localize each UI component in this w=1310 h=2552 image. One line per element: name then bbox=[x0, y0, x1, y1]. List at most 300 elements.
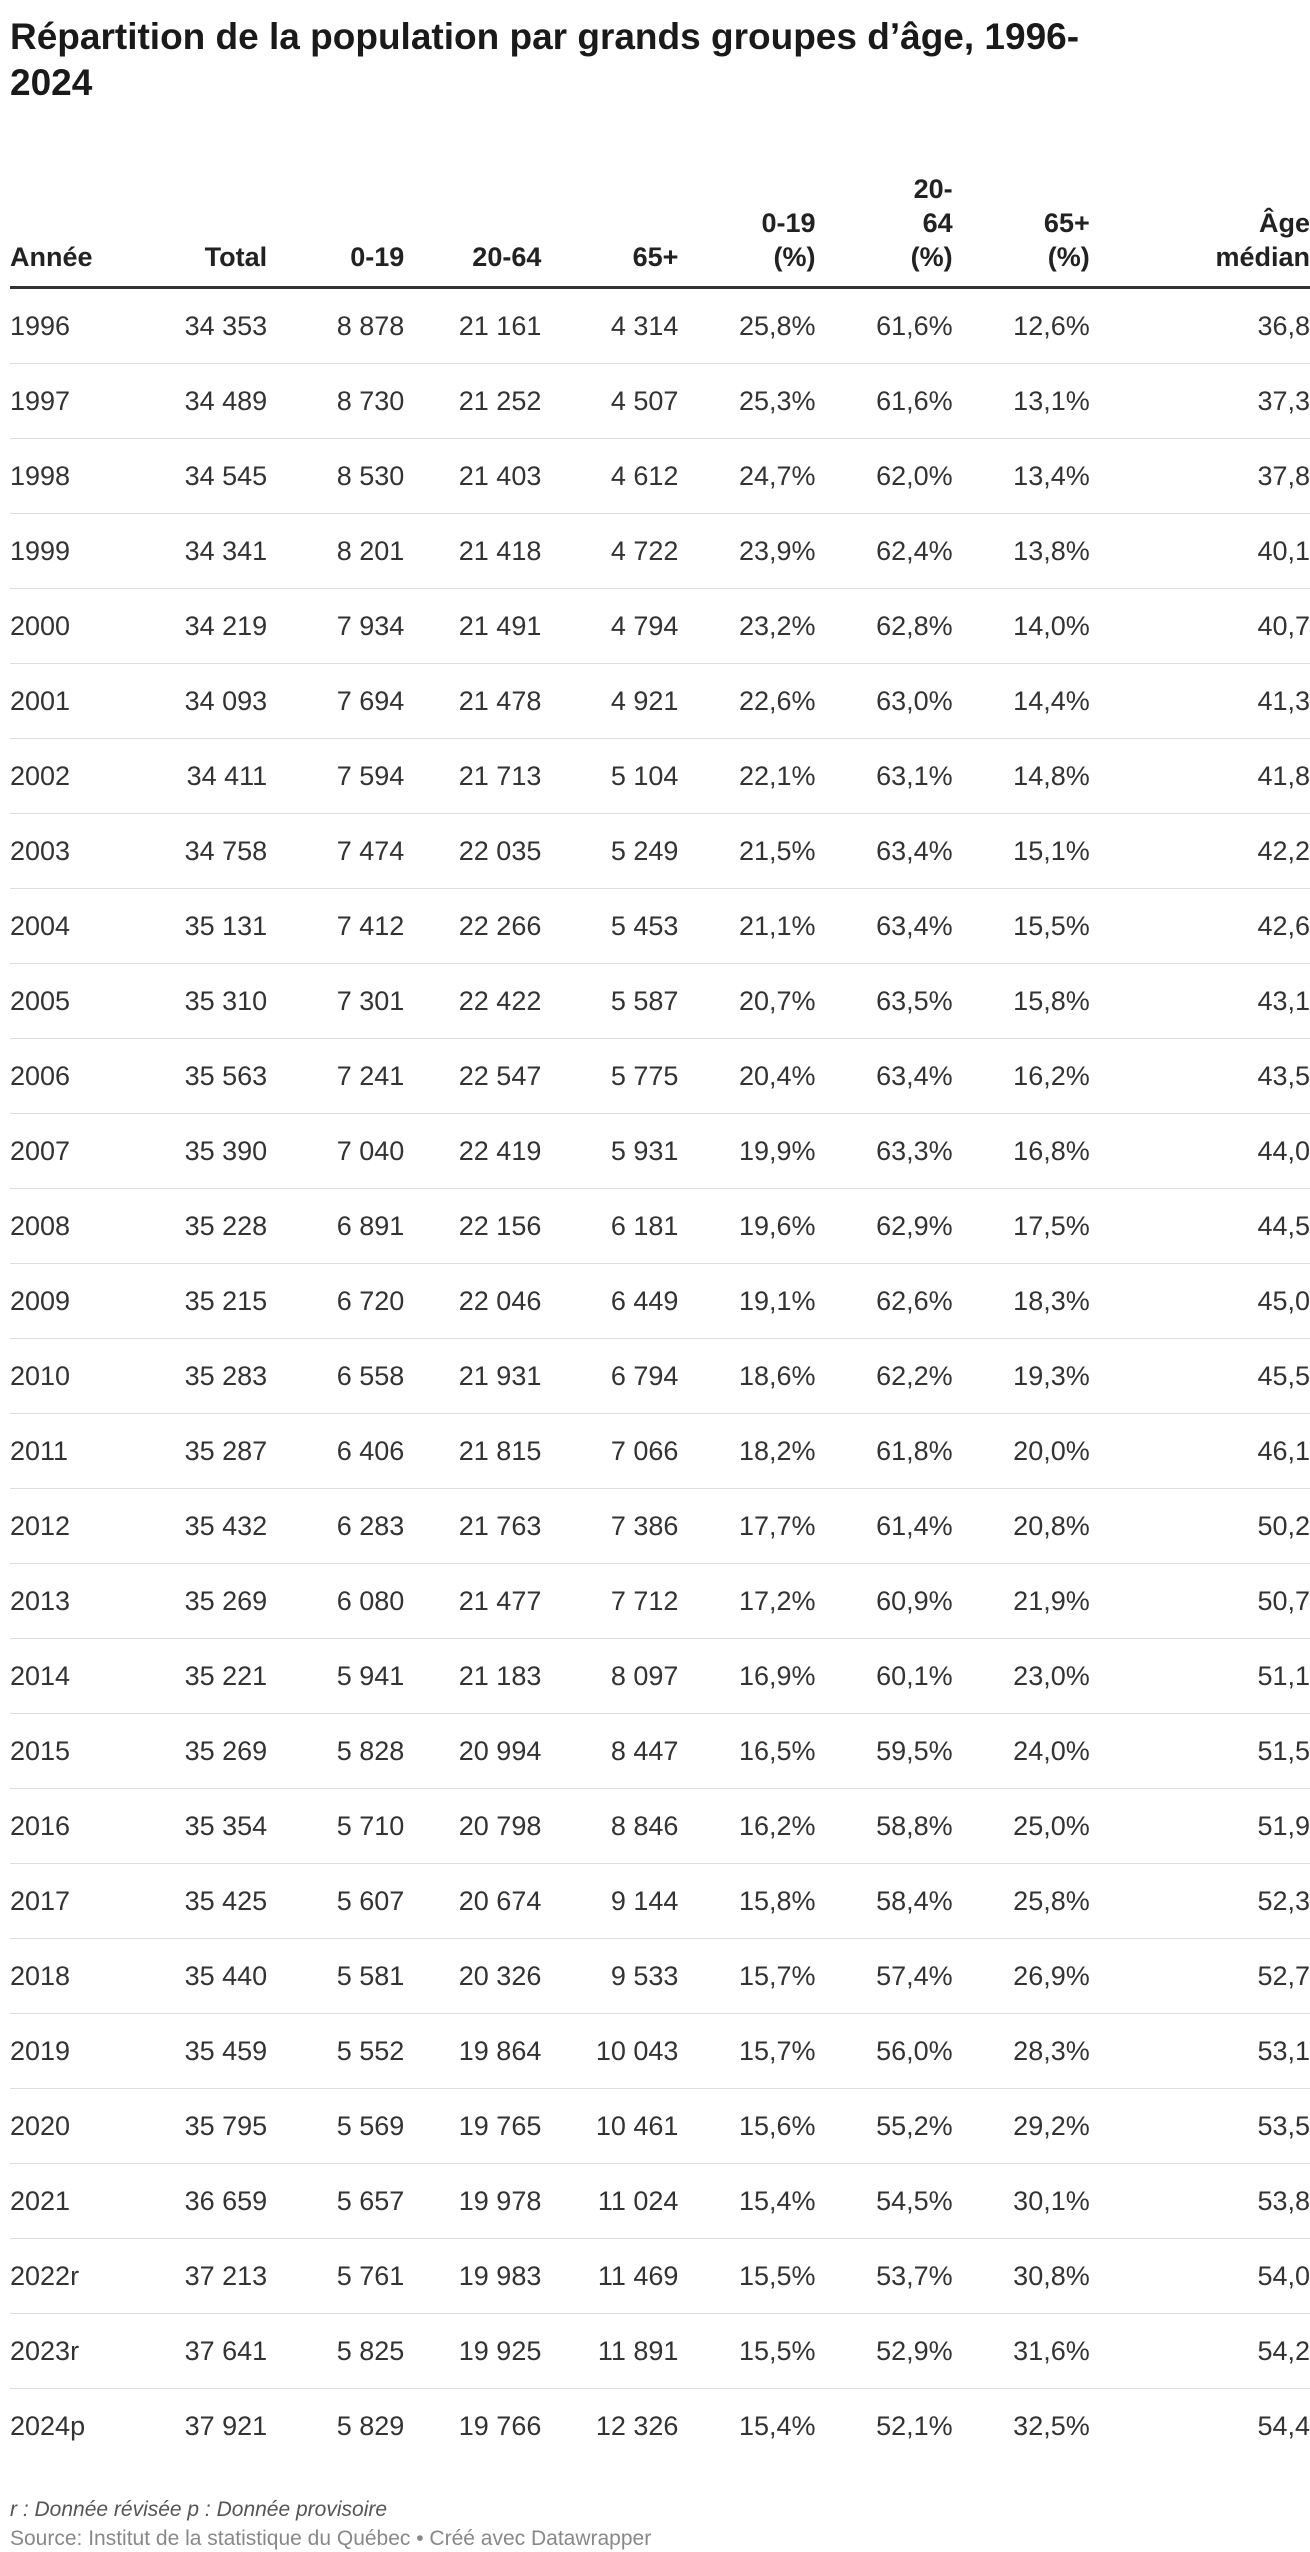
table-cell: 5 552 bbox=[267, 2014, 404, 2089]
table-cell: 19 925 bbox=[404, 2314, 541, 2389]
table-cell: 8 730 bbox=[267, 364, 404, 439]
table-cell: 17,2% bbox=[678, 1564, 815, 1639]
table-cell: 45,5 bbox=[1090, 1339, 1310, 1414]
year-cell: 2022r bbox=[10, 2239, 130, 2314]
table-cell: 22 547 bbox=[404, 1039, 541, 1114]
table-cell: 62,8% bbox=[816, 589, 953, 664]
table-cell: 62,0% bbox=[816, 439, 953, 514]
table-cell: 36,8 bbox=[1090, 288, 1310, 364]
table-row bbox=[10, 1714, 1310, 1789]
table-cell: 34 758 bbox=[130, 814, 267, 889]
table-cell: 14,4% bbox=[953, 664, 1090, 739]
table-cell: 52,9% bbox=[816, 2314, 953, 2389]
table-cell: 22 422 bbox=[404, 964, 541, 1039]
table-row bbox=[10, 288, 1310, 364]
table-cell: 43,5 bbox=[1090, 1039, 1310, 1114]
year-cell: 2002 bbox=[10, 739, 130, 814]
table-cell: 50,2 bbox=[1090, 1489, 1310, 1564]
year-cell: 2010 bbox=[10, 1339, 130, 1414]
table-row bbox=[10, 439, 1310, 514]
table-cell: 35 269 bbox=[130, 1714, 267, 1789]
table-cell: 12 326 bbox=[595, 2410, 679, 2441]
table-cell: 25,8% bbox=[678, 288, 815, 364]
table-cell: 63,1% bbox=[816, 739, 953, 814]
year-cell: 2019 bbox=[10, 2014, 130, 2089]
table-cell: 5 825 bbox=[267, 2314, 404, 2389]
table-cell: 6 283 bbox=[267, 1489, 404, 1564]
table-cell: 37,8 bbox=[1090, 439, 1310, 514]
table-cell: 5 828 bbox=[267, 1714, 404, 1789]
year-cell: 1999 bbox=[10, 514, 130, 589]
table-row bbox=[10, 1489, 1310, 1564]
table-cell: 63,5% bbox=[816, 964, 953, 1039]
year-cell: 2015 bbox=[10, 1714, 130, 1789]
table-header-row bbox=[10, 150, 1310, 288]
table-cell: 58,8% bbox=[816, 1789, 953, 1864]
table-cell: 35 310 bbox=[130, 964, 267, 1039]
column-header[interactable]: Âge médian bbox=[1090, 150, 1310, 288]
year-cell: 2009 bbox=[10, 1264, 130, 1339]
year-cell: 2024p bbox=[10, 2410, 86, 2441]
table-cell: 21 183 bbox=[404, 1639, 541, 1714]
table-cell: 7 412 bbox=[267, 889, 404, 964]
table-row bbox=[10, 1189, 1310, 1264]
table-row bbox=[10, 1039, 1310, 1114]
table-cell: 15,8% bbox=[953, 964, 1090, 1039]
table-cell: 22 156 bbox=[404, 1189, 541, 1264]
table-cell: 5 829 bbox=[336, 2410, 405, 2441]
table-cell: 26,9% bbox=[953, 1939, 1090, 2014]
table-cell: 15,7% bbox=[678, 2014, 815, 2089]
table-cell: 21 763 bbox=[404, 1489, 541, 1564]
year-cell: 2005 bbox=[10, 964, 130, 1039]
table-row bbox=[10, 2314, 1310, 2389]
table-cell: 62,4% bbox=[816, 514, 953, 589]
table-cell: 5 761 bbox=[267, 2239, 404, 2314]
table-cell: 21 418 bbox=[404, 514, 541, 589]
table-cell: 6 406 bbox=[267, 1414, 404, 1489]
table-cell: 22 419 bbox=[404, 1114, 541, 1189]
table-cell: 4 921 bbox=[541, 664, 678, 739]
table-cell: 19,1% bbox=[678, 1264, 815, 1339]
table-cell: 15,5% bbox=[678, 2239, 815, 2314]
table-cell: 35 215 bbox=[130, 1264, 267, 1339]
table-cell: 15,4% bbox=[738, 2410, 816, 2441]
table-cell: 54,2 bbox=[1090, 2314, 1310, 2389]
table-cell: 15,5% bbox=[953, 889, 1090, 964]
table-row bbox=[10, 1264, 1310, 1339]
table-cell: 21 713 bbox=[404, 739, 541, 814]
table-cell: 52,7 bbox=[1090, 1939, 1310, 2014]
table-cell: 5 104 bbox=[541, 739, 678, 814]
table-cell: 17,5% bbox=[953, 1189, 1090, 1264]
table-cell: 20 798 bbox=[404, 1789, 541, 1864]
table-cell: 63,3% bbox=[816, 1114, 953, 1189]
column-header[interactable]: 20- 64 (%) bbox=[816, 150, 953, 288]
table-cell: 35 563 bbox=[130, 1039, 267, 1114]
year-cell: 2004 bbox=[10, 889, 130, 964]
table-cell: 50,7 bbox=[1090, 1564, 1310, 1639]
table-cell: 9 144 bbox=[541, 1864, 678, 1939]
table-cell: 56,0% bbox=[816, 2014, 953, 2089]
table-cell: 30,1% bbox=[953, 2164, 1090, 2239]
table-cell: 10 043 bbox=[541, 2014, 678, 2089]
year-cell: 2020 bbox=[10, 2089, 130, 2164]
column-header[interactable]: 65+ (%) bbox=[953, 150, 1090, 288]
table-cell: 22 046 bbox=[404, 1264, 541, 1339]
table-cell: 35 459 bbox=[130, 2014, 267, 2089]
table-row bbox=[10, 1564, 1310, 1639]
column-header[interactable]: 20-64 bbox=[404, 150, 541, 288]
table-cell: 18,3% bbox=[953, 1264, 1090, 1339]
table-cell: 25,3% bbox=[678, 364, 815, 439]
table-cell: 5 453 bbox=[541, 889, 678, 964]
table-row bbox=[10, 814, 1310, 889]
table-cell: 5 941 bbox=[267, 1639, 404, 1714]
table-row bbox=[10, 2389, 1310, 2464]
table-cell: 35 221 bbox=[130, 1639, 267, 1714]
table-cell: 35 269 bbox=[130, 1564, 267, 1639]
table-cell: 16,8% bbox=[953, 1114, 1090, 1189]
table-cell: 7 934 bbox=[267, 589, 404, 664]
table-cell: 34 219 bbox=[130, 589, 267, 664]
table-cell: 35 795 bbox=[130, 2089, 267, 2164]
table-cell: 5 587 bbox=[541, 964, 678, 1039]
table-cell: 21,9% bbox=[953, 1564, 1090, 1639]
table-cell: 62,6% bbox=[816, 1264, 953, 1339]
table-cell: 16,2% bbox=[953, 1039, 1090, 1114]
table-row bbox=[10, 739, 1310, 814]
table-cell: 34 411 bbox=[130, 739, 267, 814]
table-cell: 34 093 bbox=[130, 664, 267, 739]
table-cell: 53,8 bbox=[1090, 2164, 1310, 2239]
year-cell: 2017 bbox=[10, 1864, 130, 1939]
table-notes: r : Donnée révisée p : Donnée provisoire bbox=[10, 2498, 388, 2521]
table-cell: 25,8% bbox=[953, 1864, 1090, 1939]
table-cell: 63,0% bbox=[816, 664, 953, 739]
table-cell: 60,9% bbox=[816, 1564, 953, 1639]
table-row bbox=[10, 1414, 1310, 1489]
table-cell: 7 066 bbox=[541, 1414, 678, 1489]
table-cell: 21 252 bbox=[404, 364, 541, 439]
table-cell: 21 478 bbox=[404, 664, 541, 739]
table-cell: 4 612 bbox=[541, 439, 678, 514]
table-cell: 41,3 bbox=[1090, 664, 1310, 739]
table-cell: 51,1 bbox=[1090, 1639, 1310, 1714]
table-cell: 6 720 bbox=[267, 1264, 404, 1339]
table-cell: 7 386 bbox=[541, 1489, 678, 1564]
table-cell: 34 341 bbox=[130, 514, 267, 589]
table-cell: 18,6% bbox=[678, 1339, 815, 1414]
table-cell: 52,3 bbox=[1090, 1864, 1310, 1939]
table-cell: 29,2% bbox=[953, 2089, 1090, 2164]
table-cell: 20,8% bbox=[953, 1489, 1090, 1564]
table-row bbox=[10, 1939, 1310, 2014]
table-cell: 62,2% bbox=[816, 1339, 953, 1414]
table-cell: 61,8% bbox=[816, 1414, 953, 1489]
table-cell: 7 594 bbox=[267, 739, 404, 814]
table-cell: 21 161 bbox=[404, 288, 541, 364]
year-cell: 2018 bbox=[10, 1939, 130, 2014]
table-row bbox=[10, 2164, 1310, 2239]
table-row bbox=[10, 1789, 1310, 1864]
table-cell: 20 994 bbox=[404, 1714, 541, 1789]
table-cell: 16,2% bbox=[678, 1789, 815, 1864]
table-cell: 8 878 bbox=[267, 288, 404, 364]
table-row bbox=[10, 889, 1310, 964]
table-cell: 34 545 bbox=[130, 439, 267, 514]
table-cell: 8 097 bbox=[541, 1639, 678, 1714]
year-cell: 1997 bbox=[10, 364, 130, 439]
table-cell: 7 712 bbox=[541, 1564, 678, 1639]
table-cell: 4 507 bbox=[541, 364, 678, 439]
table-cell: 35 287 bbox=[130, 1414, 267, 1489]
table-cell: 32,5% bbox=[1013, 2410, 1090, 2441]
table-cell: 10 461 bbox=[541, 2089, 678, 2164]
year-cell: 1998 bbox=[10, 439, 130, 514]
table-body bbox=[10, 288, 1310, 2464]
table-cell: 23,2% bbox=[678, 589, 815, 664]
table-cell: 5 249 bbox=[541, 814, 678, 889]
year-cell: 2001 bbox=[10, 664, 130, 739]
table-cell: 63,4% bbox=[816, 889, 953, 964]
table-row bbox=[10, 514, 1310, 589]
table-cell: 37 921 bbox=[184, 2410, 268, 2441]
table-cell: 54,0 bbox=[1090, 2239, 1310, 2314]
year-cell: 2021 bbox=[10, 2164, 130, 2239]
table-cell: 60,1% bbox=[816, 1639, 953, 1714]
table-cell: 5 657 bbox=[267, 2164, 404, 2239]
table-cell: 21 403 bbox=[404, 439, 541, 514]
table-cell: 45,0 bbox=[1090, 1264, 1310, 1339]
year-cell: 2013 bbox=[10, 1564, 130, 1639]
table-cell: 40,7 bbox=[1090, 589, 1310, 664]
table-cell: 25,0% bbox=[953, 1789, 1090, 1864]
table-cell: 51,9 bbox=[1090, 1789, 1310, 1864]
table-cell: 55,2% bbox=[816, 2089, 953, 2164]
data-table bbox=[10, 150, 1310, 2463]
table-cell: 22 266 bbox=[404, 889, 541, 964]
table-cell: 41,8 bbox=[1090, 739, 1310, 814]
table-row bbox=[10, 1114, 1310, 1189]
table-row bbox=[10, 589, 1310, 664]
table-cell: 4 314 bbox=[541, 288, 678, 364]
table-cell: 35 131 bbox=[130, 889, 267, 964]
table-cell: 7 241 bbox=[267, 1039, 404, 1114]
table-cell: 37 641 bbox=[130, 2314, 267, 2389]
table-cell: 52,1% bbox=[876, 2410, 953, 2441]
table-cell: 14,8% bbox=[953, 739, 1090, 814]
table-cell: 34 489 bbox=[130, 364, 267, 439]
year-cell: 2000 bbox=[10, 589, 130, 664]
table-cell: 54,5% bbox=[816, 2164, 953, 2239]
table-cell: 8 447 bbox=[541, 1714, 678, 1789]
table-cell: 19,3% bbox=[953, 1339, 1090, 1414]
table-cell: 20,7% bbox=[678, 964, 815, 1039]
table-cell: 7 040 bbox=[267, 1114, 404, 1189]
table-cell: 21 815 bbox=[404, 1414, 541, 1489]
table-cell: 53,7% bbox=[816, 2239, 953, 2314]
table-cell: 23,0% bbox=[953, 1639, 1090, 1714]
table-cell: 6 891 bbox=[267, 1189, 404, 1264]
table-cell: 63,4% bbox=[816, 1039, 953, 1114]
table-cell: 44,0 bbox=[1090, 1114, 1310, 1189]
year-cell: 2014 bbox=[10, 1639, 130, 1714]
table-row bbox=[10, 2239, 1310, 2314]
table-cell: 5 931 bbox=[541, 1114, 678, 1189]
table-cell: 6 558 bbox=[267, 1339, 404, 1414]
table-cell: 21 931 bbox=[404, 1339, 541, 1414]
table-cell: 15,6% bbox=[678, 2089, 815, 2164]
table-row bbox=[10, 2089, 1310, 2164]
table-cell: 13,1% bbox=[953, 364, 1090, 439]
year-cell: 2007 bbox=[10, 1114, 130, 1189]
table-row bbox=[10, 964, 1310, 1039]
table-cell: 58,4% bbox=[816, 1864, 953, 1939]
year-cell: 2016 bbox=[10, 1789, 130, 1864]
year-cell: 2003 bbox=[10, 814, 130, 889]
table-cell: 31,6% bbox=[953, 2314, 1090, 2389]
table-cell: 9 533 bbox=[541, 1939, 678, 2014]
table-cell: 15,1% bbox=[953, 814, 1090, 889]
year-cell: 2012 bbox=[10, 1489, 130, 1564]
table-cell: 53,5 bbox=[1090, 2089, 1310, 2164]
table-cell: 36 659 bbox=[130, 2164, 267, 2239]
table-cell: 35 228 bbox=[130, 1189, 267, 1264]
table-cell: 5 569 bbox=[267, 2089, 404, 2164]
table-cell: 15,4% bbox=[678, 2164, 815, 2239]
table-cell: 17,7% bbox=[678, 1489, 815, 1564]
table-cell: 7 694 bbox=[267, 664, 404, 739]
table-cell: 20,4% bbox=[678, 1039, 815, 1114]
table-cell: 24,0% bbox=[953, 1714, 1090, 1789]
table-cell: 63,4% bbox=[816, 814, 953, 889]
table-cell: 37 213 bbox=[130, 2239, 267, 2314]
table-cell: 21 491 bbox=[404, 589, 541, 664]
table-cell: 61,4% bbox=[816, 1489, 953, 1564]
table-cell: 54,4 bbox=[1257, 2410, 1310, 2441]
table-cell: 22,1% bbox=[678, 739, 815, 814]
chart-title: Répartition de la population par grands groupes d’âge, 1996- 2024 bbox=[10, 16, 1080, 103]
column-header[interactable]: 0-19 bbox=[267, 150, 404, 288]
column-header[interactable]: 0-19 (%) bbox=[678, 150, 815, 288]
table-cell: 35 354 bbox=[130, 1789, 267, 1864]
data-table-container[interactable] bbox=[10, 150, 1310, 2463]
table-cell: 23,9% bbox=[678, 514, 815, 589]
table-cell: 4 722 bbox=[541, 514, 678, 589]
table-cell: 18,2% bbox=[678, 1414, 815, 1489]
table-cell: 21,1% bbox=[678, 889, 815, 964]
table-cell: 13,4% bbox=[953, 439, 1090, 514]
table-cell: 6 794 bbox=[541, 1339, 678, 1414]
table-cell: 7 301 bbox=[267, 964, 404, 1039]
table-cell: 37,3 bbox=[1090, 364, 1310, 439]
table-cell: 43,1 bbox=[1090, 964, 1310, 1039]
table-cell: 53,1 bbox=[1090, 2014, 1310, 2089]
table-cell: 35 390 bbox=[130, 1114, 267, 1189]
table-cell: 21,5% bbox=[678, 814, 815, 889]
table-cell: 57,4% bbox=[816, 1939, 953, 2014]
table-row bbox=[10, 664, 1310, 739]
table-cell: 7 474 bbox=[267, 814, 404, 889]
source-credit: Source: Institut de la statistique du Québec • Créé avec Datawrapper bbox=[10, 2527, 652, 2550]
table-cell: 4 794 bbox=[541, 589, 678, 664]
table-cell: 35 432 bbox=[130, 1489, 267, 1564]
table-cell: 35 283 bbox=[130, 1339, 267, 1414]
table-cell: 19,6% bbox=[678, 1189, 815, 1264]
table-cell: 15,5% bbox=[678, 2314, 815, 2389]
table-cell: 19 766 bbox=[458, 2410, 542, 2441]
table-cell: 42,6 bbox=[1090, 889, 1310, 964]
table-row bbox=[10, 364, 1310, 439]
year-cell: 2006 bbox=[10, 1039, 130, 1114]
table-cell: 35 425 bbox=[130, 1864, 267, 1939]
table-cell: 20 674 bbox=[404, 1864, 541, 1939]
year-cell: 2011 bbox=[10, 1414, 130, 1489]
table-cell: 15,7% bbox=[678, 1939, 815, 2014]
table-cell: 24,7% bbox=[678, 439, 815, 514]
table-cell: 5 607 bbox=[267, 1864, 404, 1939]
table-cell: 6 449 bbox=[541, 1264, 678, 1339]
table-cell: 19 765 bbox=[404, 2089, 541, 2164]
column-header[interactable]: Année bbox=[10, 150, 130, 288]
table-cell: 11 891 bbox=[541, 2314, 678, 2389]
table-cell: 44,5 bbox=[1090, 1189, 1310, 1264]
table-cell: 30,8% bbox=[953, 2239, 1090, 2314]
table-cell: 8 201 bbox=[267, 514, 404, 589]
table-cell: 8 846 bbox=[541, 1789, 678, 1864]
table-cell: 19 978 bbox=[404, 2164, 541, 2239]
year-cell: 2023r bbox=[10, 2314, 130, 2389]
table-cell: 51,5 bbox=[1090, 1714, 1310, 1789]
table-cell: 19 864 bbox=[404, 2014, 541, 2089]
table-cell: 16,5% bbox=[678, 1714, 815, 1789]
table-cell: 19 983 bbox=[404, 2239, 541, 2314]
table-cell: 61,6% bbox=[816, 364, 953, 439]
table-cell: 5 775 bbox=[541, 1039, 678, 1114]
table-cell: 19,9% bbox=[678, 1114, 815, 1189]
table-cell: 6 181 bbox=[541, 1189, 678, 1264]
table-cell: 12,6% bbox=[953, 288, 1090, 364]
table-cell: 21 477 bbox=[404, 1564, 541, 1639]
column-header[interactable]: Total bbox=[130, 150, 267, 288]
table-cell: 34 353 bbox=[130, 288, 267, 364]
table-cell: 16,9% bbox=[678, 1639, 815, 1714]
table-cell: 15,8% bbox=[678, 1864, 815, 1939]
table-cell: 13,8% bbox=[953, 514, 1090, 589]
year-cell: 1996 bbox=[10, 288, 130, 364]
year-cell: 2008 bbox=[10, 1189, 130, 1264]
table-row bbox=[10, 1339, 1310, 1414]
table-cell: 28,3% bbox=[953, 2014, 1090, 2089]
table-cell: 46,1 bbox=[1090, 1414, 1310, 1489]
table-row bbox=[10, 1864, 1310, 1939]
table-cell: 6 080 bbox=[267, 1564, 404, 1639]
table-cell: 35 440 bbox=[130, 1939, 267, 2014]
table-cell: 8 530 bbox=[267, 439, 404, 514]
table-cell: 20 326 bbox=[404, 1939, 541, 2014]
table-row bbox=[10, 1639, 1310, 1714]
table-cell: 22 035 bbox=[404, 814, 541, 889]
column-header[interactable]: 65+ bbox=[541, 150, 678, 288]
table-cell: 5 710 bbox=[267, 1789, 404, 1864]
table-cell: 11 469 bbox=[541, 2239, 678, 2314]
table-cell: 42,2 bbox=[1090, 814, 1310, 889]
table-cell: 40,1 bbox=[1090, 514, 1310, 589]
table-cell: 20,0% bbox=[953, 1414, 1090, 1489]
table-cell: 62,9% bbox=[816, 1189, 953, 1264]
table-cell: 14,0% bbox=[953, 589, 1090, 664]
